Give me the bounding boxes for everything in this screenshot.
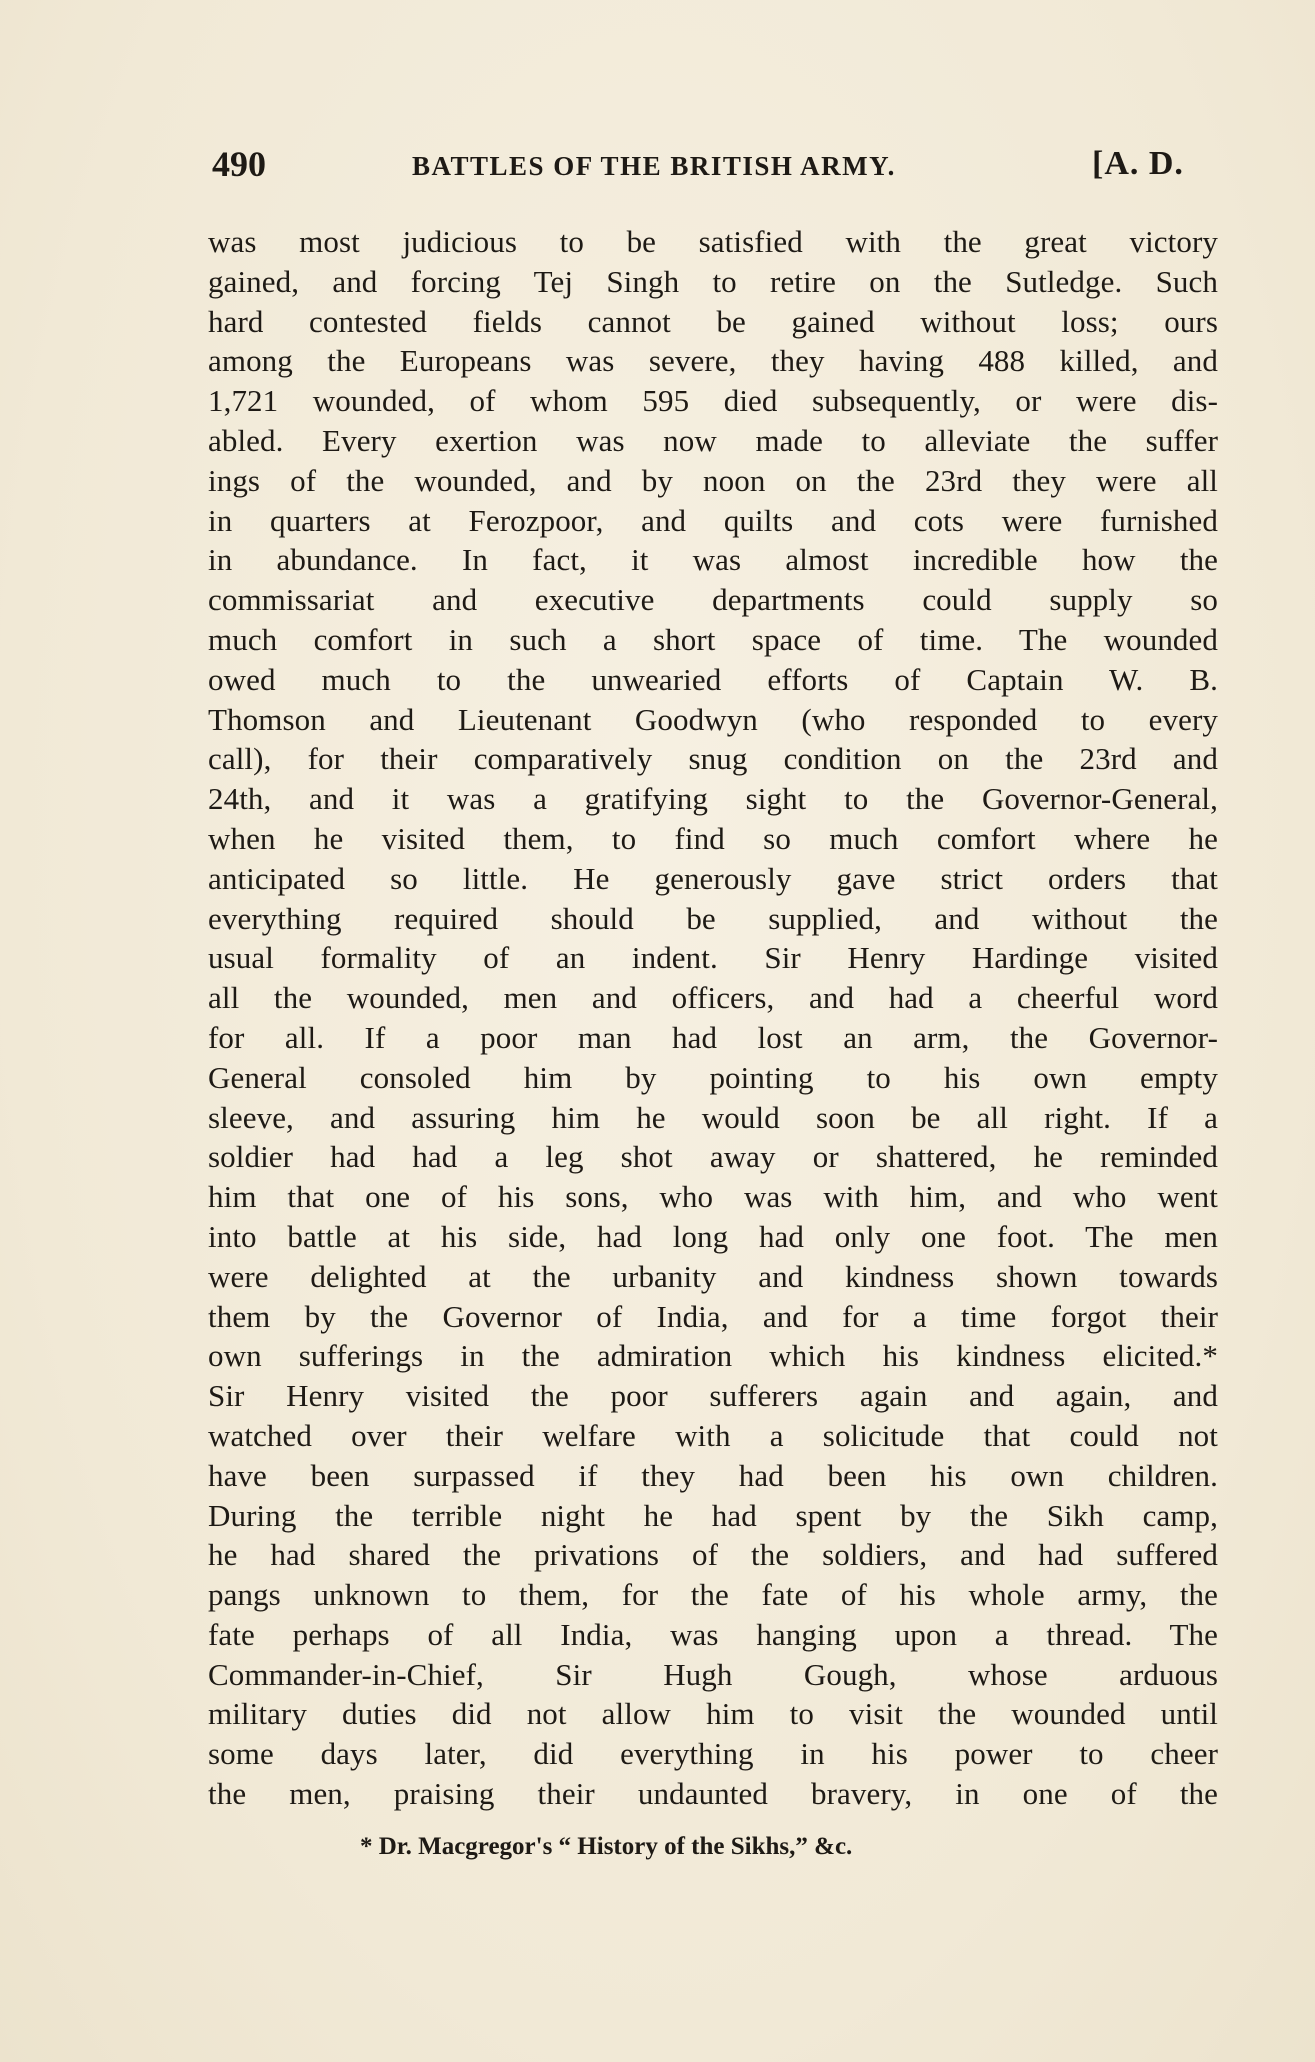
text-line: in quarters at Ferozpoor, and quilts and cots were furnished: [208, 502, 1218, 538]
text-line: he had shared the privations of the soldiers, and had suffered: [208, 1537, 1218, 1573]
text-line: all the wounded, men and officers, and had a cheerful word: [208, 980, 1218, 1016]
text-line: commissariat and executive departments could supply so: [208, 582, 1218, 618]
text-line: abled. Every exertion was now made to alleviate the suffer: [208, 422, 1218, 458]
text-line: for all. If a poor man had lost an arm, the Governor-: [208, 1019, 1218, 1055]
text-line: when he visited them, to find so much comfort where he: [208, 820, 1218, 856]
text-line: During the terrible night he had spent by the Sikh camp,: [208, 1497, 1218, 1533]
text-line: anticipated so little. He generously gave strict orders that: [208, 860, 1218, 896]
text-line: 24th, and it was a gratifying sight to the Governor-General,: [208, 781, 1218, 817]
text-line: was most judicious to be satisfied with the great victory: [208, 224, 1218, 259]
text-line: the men, praising their undaunted bravery, in one of the: [208, 1776, 1218, 1812]
text-line: everything required should be supplied, and without the: [208, 900, 1218, 936]
text-line: usual formality of an indent. Sir Henry Hardinge visited: [208, 940, 1218, 976]
text-line: much comfort in such a short space of time. The wounded: [208, 621, 1218, 657]
body-text: [208, 222, 1218, 1814]
text-line: hard contested fields cannot be gained without loss; ours: [208, 303, 1218, 339]
text-line: Thomson and Lieutenant Goodwyn (who responded to every: [208, 701, 1218, 737]
text-line: among the Europeans was severe, they having 488 killed, and: [208, 343, 1218, 379]
section-mark: [A. D.: [1092, 145, 1184, 182]
text-line: into battle at his side, had long had only one foot. The men: [208, 1218, 1218, 1254]
text-line: some days later, did everything in his power to cheer: [208, 1736, 1218, 1772]
text-line: them by the Governor of India, and for a time forgot their: [208, 1298, 1218, 1334]
text-line: own sufferings in the admiration which his kindness elicited.*: [208, 1338, 1218, 1374]
text-line: gained, and forcing Tej Singh to retire on the Sutledge. Such: [208, 263, 1218, 299]
text-line: owed much to the unwearied efforts of Captain W. B.: [208, 661, 1218, 697]
text-line: him that one of his sons, who was with him, and who went: [208, 1179, 1218, 1215]
page-header: [212, 142, 1220, 186]
page-number: 490: [212, 144, 266, 184]
text-line: pangs unknown to them, for the fate of his whole army, the: [208, 1577, 1218, 1613]
text-line: sleeve, and assuring him he would soon be all right. If a: [208, 1099, 1218, 1135]
running-head: BATTLES OF THE BRITISH ARMY.: [412, 151, 896, 181]
text-line: Sir Henry visited the poor sufferers again and again, and: [208, 1378, 1218, 1414]
text-line: ings of the wounded, and by noon on the 23rd they were all: [208, 462, 1218, 498]
text-line: General consoled him by pointing to his own empty: [208, 1059, 1218, 1095]
text-line: watched over their welfare with a solicitude that could not: [208, 1417, 1218, 1453]
text-line: military duties did not allow him to visit the wounded until: [208, 1696, 1218, 1732]
text-line: call), for their comparatively snug condition on the 23rd and: [208, 741, 1218, 777]
text-line: have been surpassed if they had been his own children.: [208, 1457, 1218, 1493]
text-line: fate perhaps of all India, was hanging upon a thread. The: [208, 1616, 1218, 1652]
footnote: * Dr. Macgregor's “ History of the Sikhs,” &c.: [360, 1833, 853, 1860]
text-line: 1,721 wounded, of whom 595 died subsequently, or were dis-: [208, 383, 1218, 419]
text-line: Commander-in-Chief, Sir Hugh Gough, whose arduous: [208, 1656, 1218, 1692]
text-line: were delighted at the urbanity and kindness shown towards: [208, 1258, 1218, 1294]
text-line: soldier had had a leg shot away or shattered, he reminded: [208, 1139, 1218, 1175]
text-line: in abundance. In fact, it was almost incredible how the: [208, 542, 1218, 578]
